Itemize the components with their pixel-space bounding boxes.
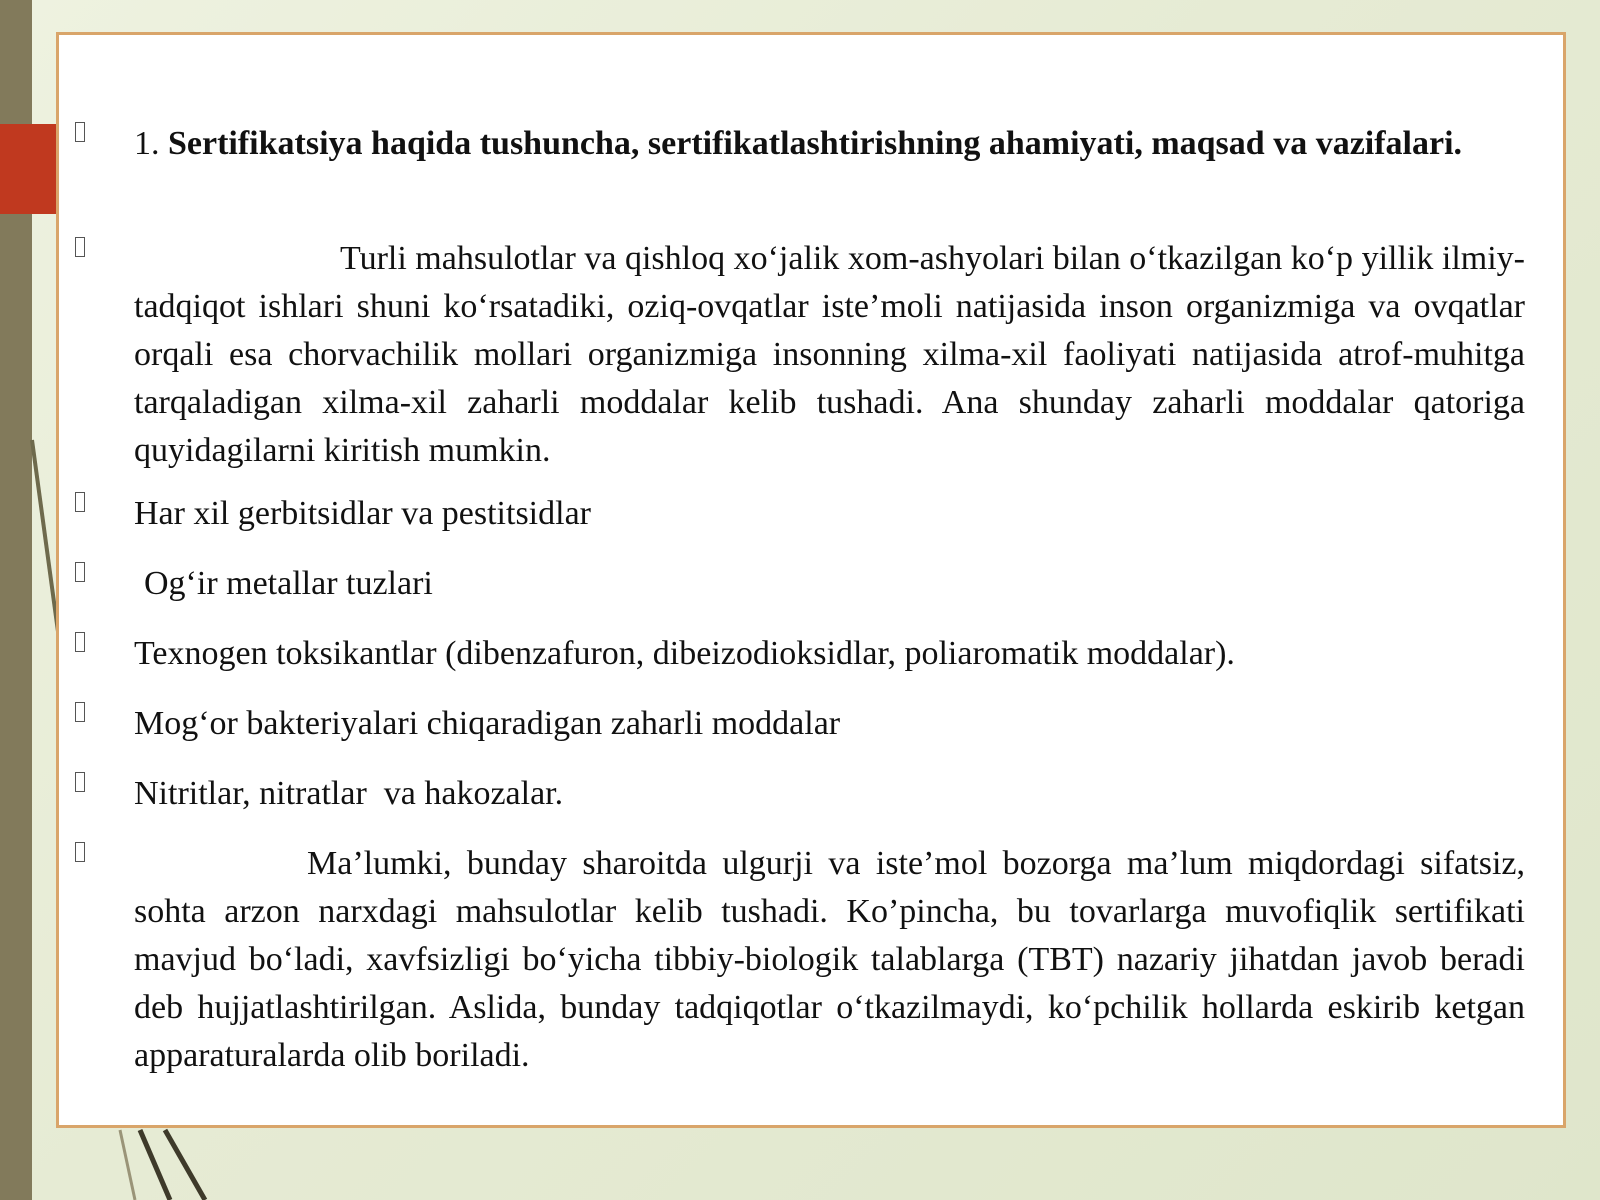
- bullet-icon: [75, 122, 85, 142]
- list-item-text: Mog‘or bakteriyalari chiqaradigan zaharli moddalar: [134, 705, 841, 742]
- intro-paragraph: Turli mahsulotlar va qishloq xo‘jalik xom-ashyolari bilan o‘tkazilgan ko‘p yillik ilmiy-tadqiqot ishlari shuni ko‘rsatadiki, oziq-ovqatlar iste’moli natijasida inson organizmiga va ovqatlar orqali esa chorvachilik mollari organizmiga insonning xilma-xil faoliyati natijasida atrof-muhitga tarqaladigan xilma-xil zaharli moddalar kelib tushadi. Ana shunday zaharli moddalar qatoriga quyidagilarni kiritish mumkin.: [134, 240, 1525, 469]
- closing-paragraph: Ma’lumki, bunday sharoitda ulgurji va iste’mol bozorga ma’lum miqdordagi sifatsiz, sohta arzon narxdagi mahsulotlar kelib tushadi. Ko’pincha, bu tovarlarga muvofiqlik sertifikati mavjud bo‘ladi, xavfsizligi bo‘yicha tibbiy-biologik talablarga (TBT) nazariy jihatdan javob beradi deb hujjatlashtirilgan. Aslida, bunday tadqiqotlar o‘tkazilmaydi, ko‘pchilik hollarda eskirib ketgan apparaturalarda olib boriladi.: [134, 845, 1525, 1074]
- list-item-text: Texnogen toksikantlar (dibenzafuron, dibeizodioksidlar, poliaromatik moddalar).: [134, 635, 1235, 672]
- content-panel: [56, 32, 1566, 1128]
- accent-block: [0, 124, 56, 214]
- bullet-icon: [75, 562, 85, 582]
- list-item-text: Nitritlar, nitratlar va hakozalar.: [134, 775, 564, 812]
- list-item-text: Og‘ir metallar tuzlari: [144, 565, 433, 602]
- bullet-icon: [75, 237, 85, 257]
- list-item-text: Har xil gerbitsidlar va pestitsidlar: [134, 495, 591, 532]
- bullet-icon: [75, 772, 85, 792]
- bullet-icon: [75, 492, 85, 512]
- bullet-icon: [75, 632, 85, 652]
- bullet-icon: [75, 702, 85, 722]
- heading-number: 1.: [134, 125, 160, 162]
- bullet-icon: [75, 842, 85, 862]
- heading-text: Sertifikatsiya haqida tushuncha, sertifikatlashtirishning ahamiyati, maqsad va vazifalari.: [168, 125, 1463, 162]
- slide-heading: [134, 120, 1525, 168]
